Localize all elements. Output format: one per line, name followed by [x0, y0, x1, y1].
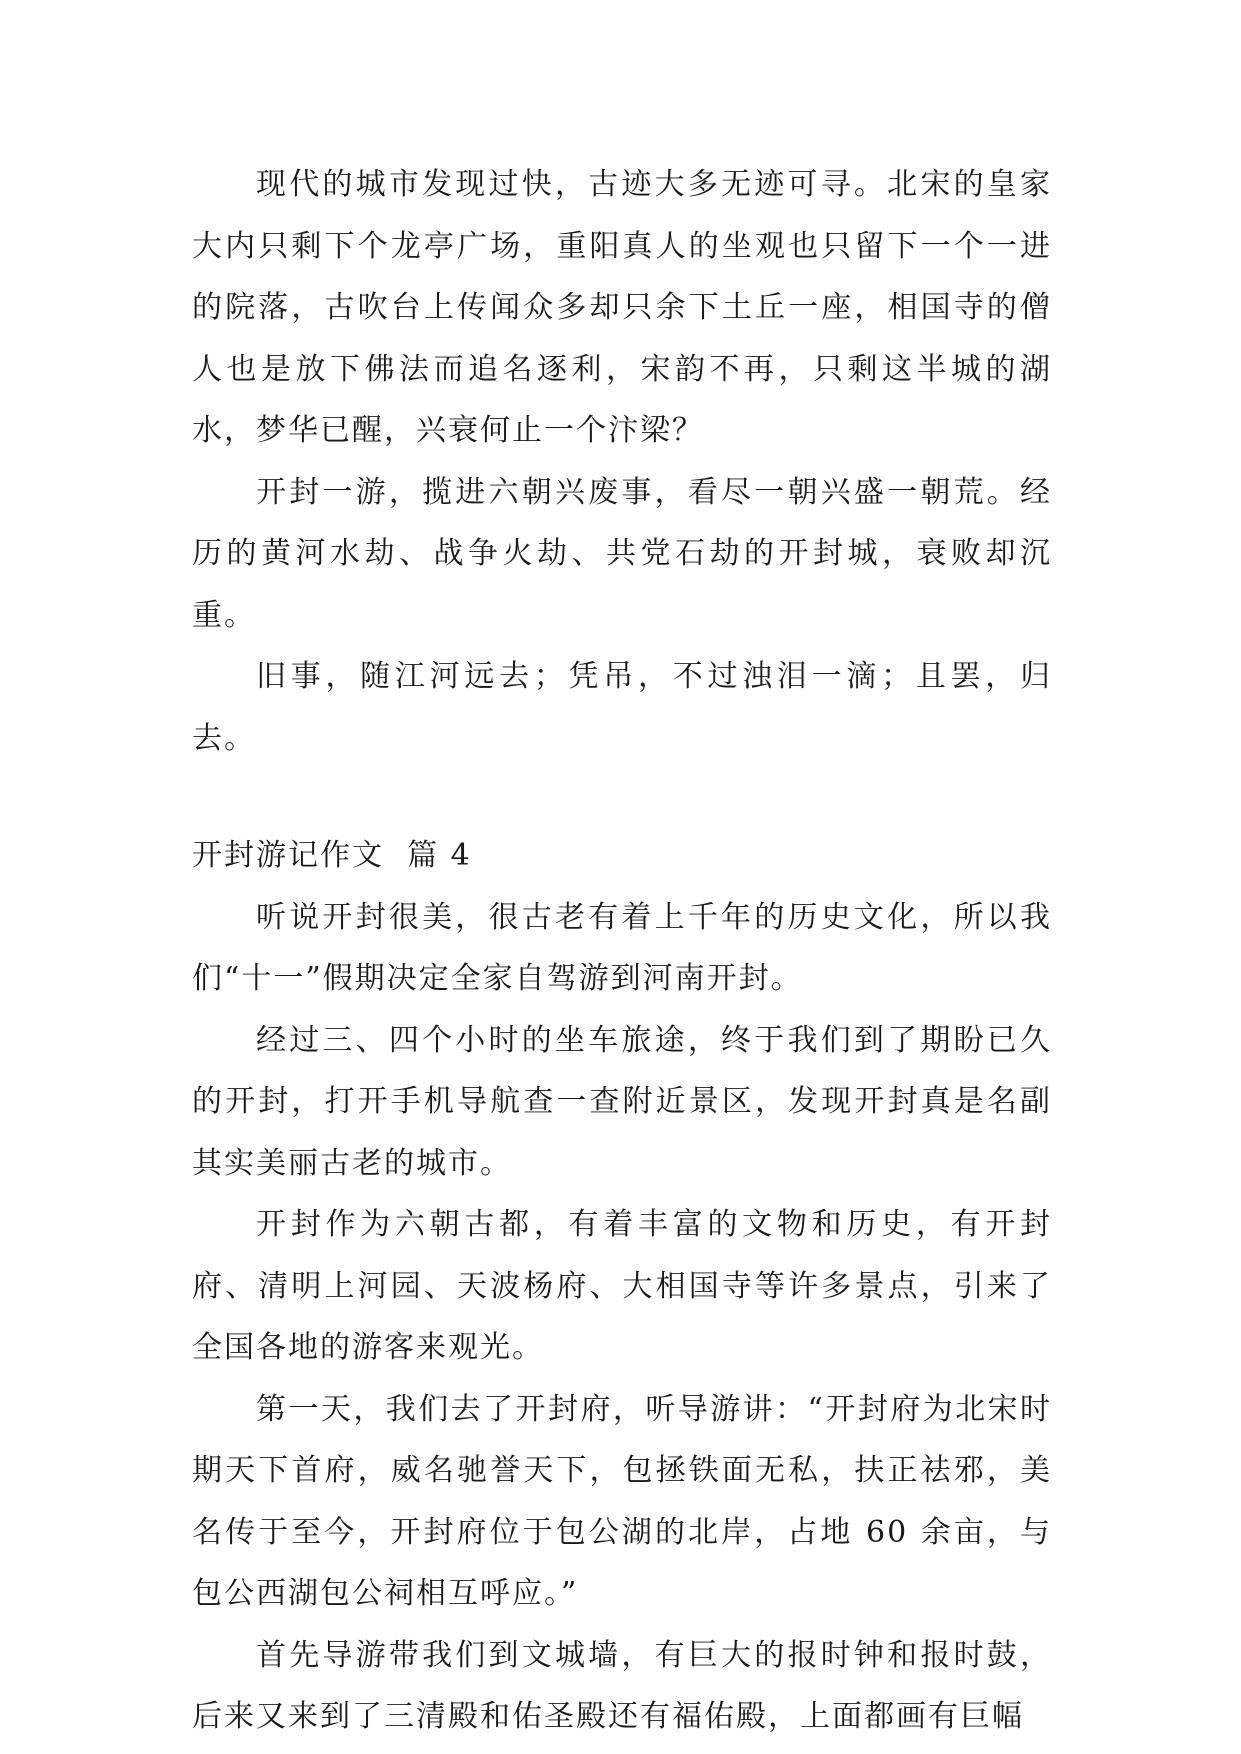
paragraph-6: 开封作为六朝古都，有着丰富的文物和历史，有开封府、清明上河园、天波杨府、大相国寺等许多景点，引来了全国各地的游客来观光。	[192, 1207, 1052, 1365]
paragraph-3: 旧事，随江河远去；凭吊，不过浊泪一滴；且罢，归去。	[192, 659, 1052, 756]
paragraph-2: 开封一游，揽进六朝兴废事，看尽一朝兴盛一朝荒。经历的黄河水劫、战争火劫、共党石劫的开封城，衰败却沉重。	[192, 474, 1052, 633]
document-body	[192, 154, 1052, 1748]
paragraph-5: 经过三、四个小时的坐车旅途，终于我们到了期盼已久的开封，打开手机导航查一查附近景区，发现开封真是名副其实美丽古老的城市。	[192, 1022, 1052, 1181]
paragraph-7: 第一天，我们去了开封府，听导游讲：“开封府为北宋时期天下首府，威名驰誉天下，包拯铁面无私，扶正祛邪，美名传于至今，开封府位于包公湖的北岸，占地 60 余亩，与包公西湖包公祠相互呼应。”	[192, 1391, 1052, 1611]
section-heading: 开封游记作文 篇 4	[192, 838, 472, 873]
paragraph-1: 现代的城市发现过快，古迹大多无迹可寻。北宋的皇家大内只剩下个龙亭广场，重阳真人的坐观也只留下一个一进的院落，古吹台上传闻众多却只余下土丘一座，相国寺的僧人也是放下佛法而追名逐利，宋韵不再，只剩这半城的湖水，梦华已醒，兴衰何止一个汴梁？	[192, 167, 1052, 448]
paragraph-4: 听说开封很美，很古老有着上千年的历史文化，所以我们“十一”假期决定全家自驾游到河南开封。	[192, 899, 1052, 996]
paragraph-8: 首先导游带我们到文城墙，有巨大的报时钟和报时鼓，后来又来到了三清殿和佑圣殿还有福佑殿，上面都画有巨幅	[192, 1637, 1052, 1734]
